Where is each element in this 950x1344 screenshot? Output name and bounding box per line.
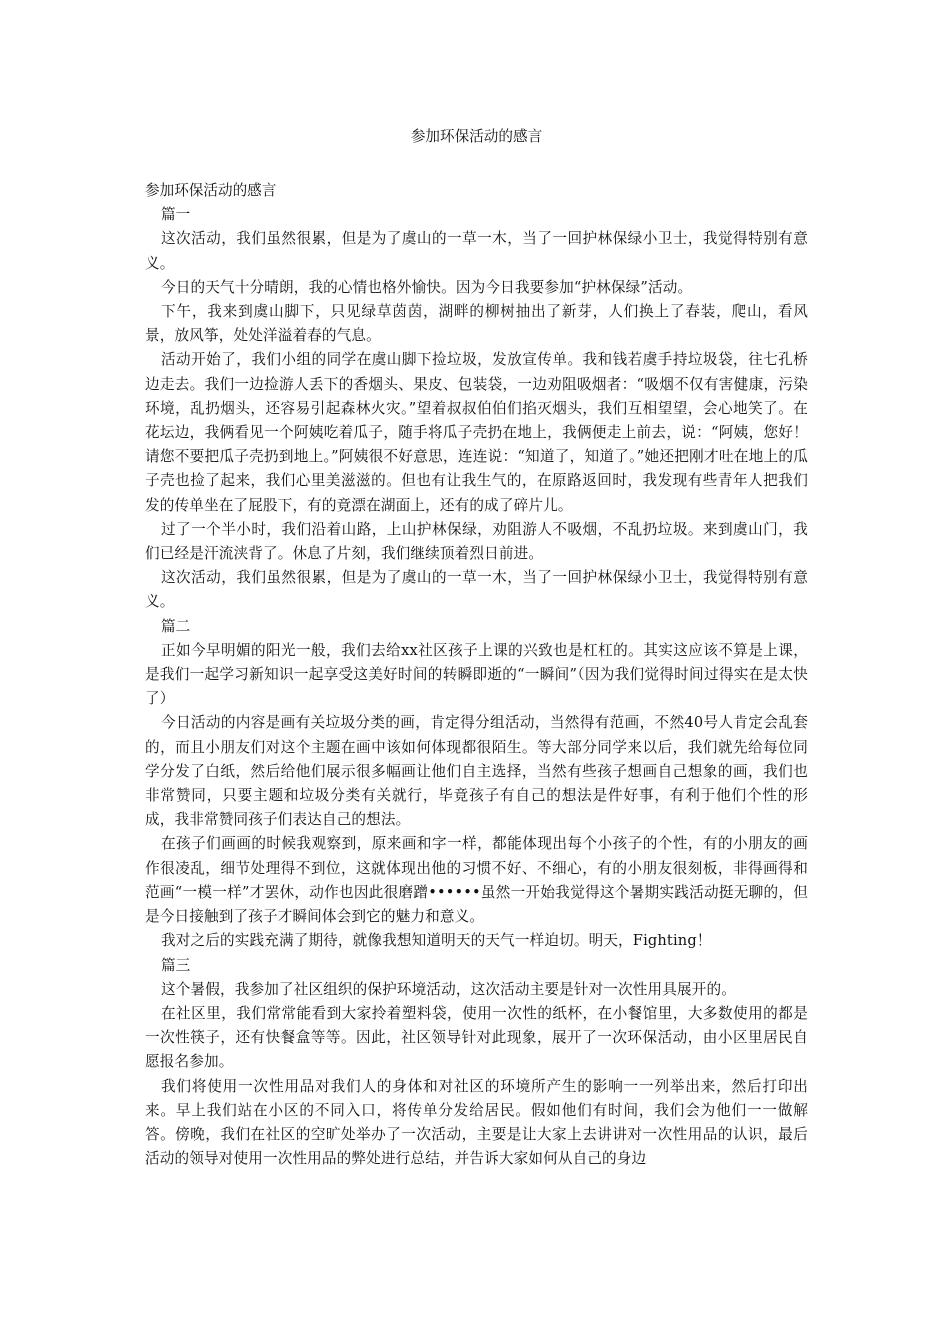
paragraph: 这个暑假，我参加了社区组织的保护环境活动，这次活动主要是针对一次性用具展开的。: [161, 980, 737, 998]
paragraph: 活动开始了，我们小组的同学在虞山脚下捡垃圾，发放宣传单。我和钱若虞手持垃圾袋，往七孔桥边走去。我们一边捡游人丢下的香烟头、果皮、包装袋，一边劝阻吸烟者：“吸烟不仅有害健康，污染环境，乱扔烟头，还容易引起森林火灾。”望着叔叔伯伯们掐灭烟头，我们互相望望，会心地笑了。在花坛边，我俩看见一个阿姨吃着瓜子，随手将瓜子壳扔在地上，我俩便走上前去，说：“阿姨，您好！请您不要把瓜子壳扔到地上。”阿姨很不好意思，连连说：“知道了，知道了。”她还把刚才吐在地上的瓜子壳也捡了起来，我们心里美滋滋的。但也有让我生气的，在原路返回时，我发现有些青年人把我们发的传单坐在了屁股下，有的竟漂在湖面上，还有的成了碎片儿。: [145, 351, 808, 514]
paragraph: 这次活动，我们虽然很累，但是为了虞山的一草一木，当了一回护林保绿小卫士，我觉得特别有意义。: [145, 569, 808, 611]
section-label: 篇一: [161, 206, 191, 224]
paragraph: 我对之后的实践充满了期待，就像我想知道明天的天气一样迫切。明天，Fighting！: [161, 932, 712, 950]
paragraph: 在社区里，我们常常能看到大家拎着塑料袋，使用一次性的纸杯，在小餐馆里，大多数使用的都是一次性筷子，还有快餐盒等等。因此，社区领导针对此现象，展开了一次环保活动，由小区里居民自愿报名参加。: [145, 1004, 808, 1071]
page-title: 参加环保活动的感言: [410, 128, 543, 145]
paragraph: 今日的天气十分晴朗，我的心情也格外愉快。因为今日我要参加“护林保绿”活动。: [161, 278, 693, 296]
paragraph: 这次活动，我们虽然很累，但是为了虞山的一草一木，当了一回护林保绿小卫士，我觉得特别有意义。: [145, 230, 808, 272]
paragraph: 在孩子们画画的时候我观察到，原来画和字一样，都能体现出每个小孩子的个性，有的小朋友的画作很凌乱，细节处理得不到位，这就体现出他的习惯不好、不细心，有的小朋友很刻板，非得画得和范画“一模一样”才罢休，动作也因此很磨蹭••••••虽然一开始我觉得这个暑期实践活动挺无聊的，但是今日接触到了孩子才瞬间体会到它的魅力和意义。: [145, 835, 808, 926]
paragraph: 下午，我来到虞山脚下，只见绿草茵茵，湖畔的柳树抽出了新芽，人们换上了春装，爬山，看风景，放风筝，处处洋溢着春的气息。: [145, 303, 808, 345]
document-body: [145, 179, 808, 1171]
section-label: 篇二: [161, 617, 191, 635]
paragraph: 正如今早明媚的阳光一般，我们去给xx社区孩子上课的兴致也是杠杠的。其实这应该不算是上课，是我们一起学习新知识一起享受这美好时间的转瞬即逝的“一瞬间”（因为我们觉得时间过得实在是太快了）: [145, 641, 808, 708]
paragraph: 我们将使用一次性用品对我们人的身体和对社区的环境所产生的影响一一列举出来，然后打印出来。早上我们站在小区的不同入口，将传单分发给居民。假如他们有时间，我们会为他们一一做解答。傍晚，我们在社区的空旷处举办了一次活动，主要是让大家上去讲讲对一次性用品的认识，最后活动的领导对使用一次性用品的弊处进行总结，并告诉大家如何从自己的身边: [145, 1077, 808, 1168]
paragraph: 过了一个半小时，我们沿着山路，上山护林保绿，劝阻游人不吸烟，不乱扔垃圾。来到虞山门，我们已经是汗流浃背了。休息了片刻，我们继续顶着烈日前进。: [145, 520, 808, 563]
section-1: [145, 203, 808, 614]
section-2: [145, 615, 808, 954]
document-subtitle: 参加环保活动的感言: [145, 182, 277, 199]
section-3: [145, 954, 808, 1172]
paragraph: 今日活动的内容是画有关垃圾分类的画，肯定得分组活动，当然得有范画，不然40号人肯定会乱套的，而且小朋友们对这个主题在画中该如何体现都很陌生。等大部分同学来以后，我们就先给每位同学分发了白纸，然后给他们展示很多幅画让他们自主选择，当然有些孩子想画自己想象的画，我们也非常赞同，只要主题和垃圾分类有关就行，毕竟孩子有自己的想法是件好事，有利于他们个性的形成，我非常赞同孩子们表达自己的想法。: [145, 714, 808, 829]
document-page: [145, 0, 808, 1344]
section-label: 篇三: [161, 956, 191, 974]
